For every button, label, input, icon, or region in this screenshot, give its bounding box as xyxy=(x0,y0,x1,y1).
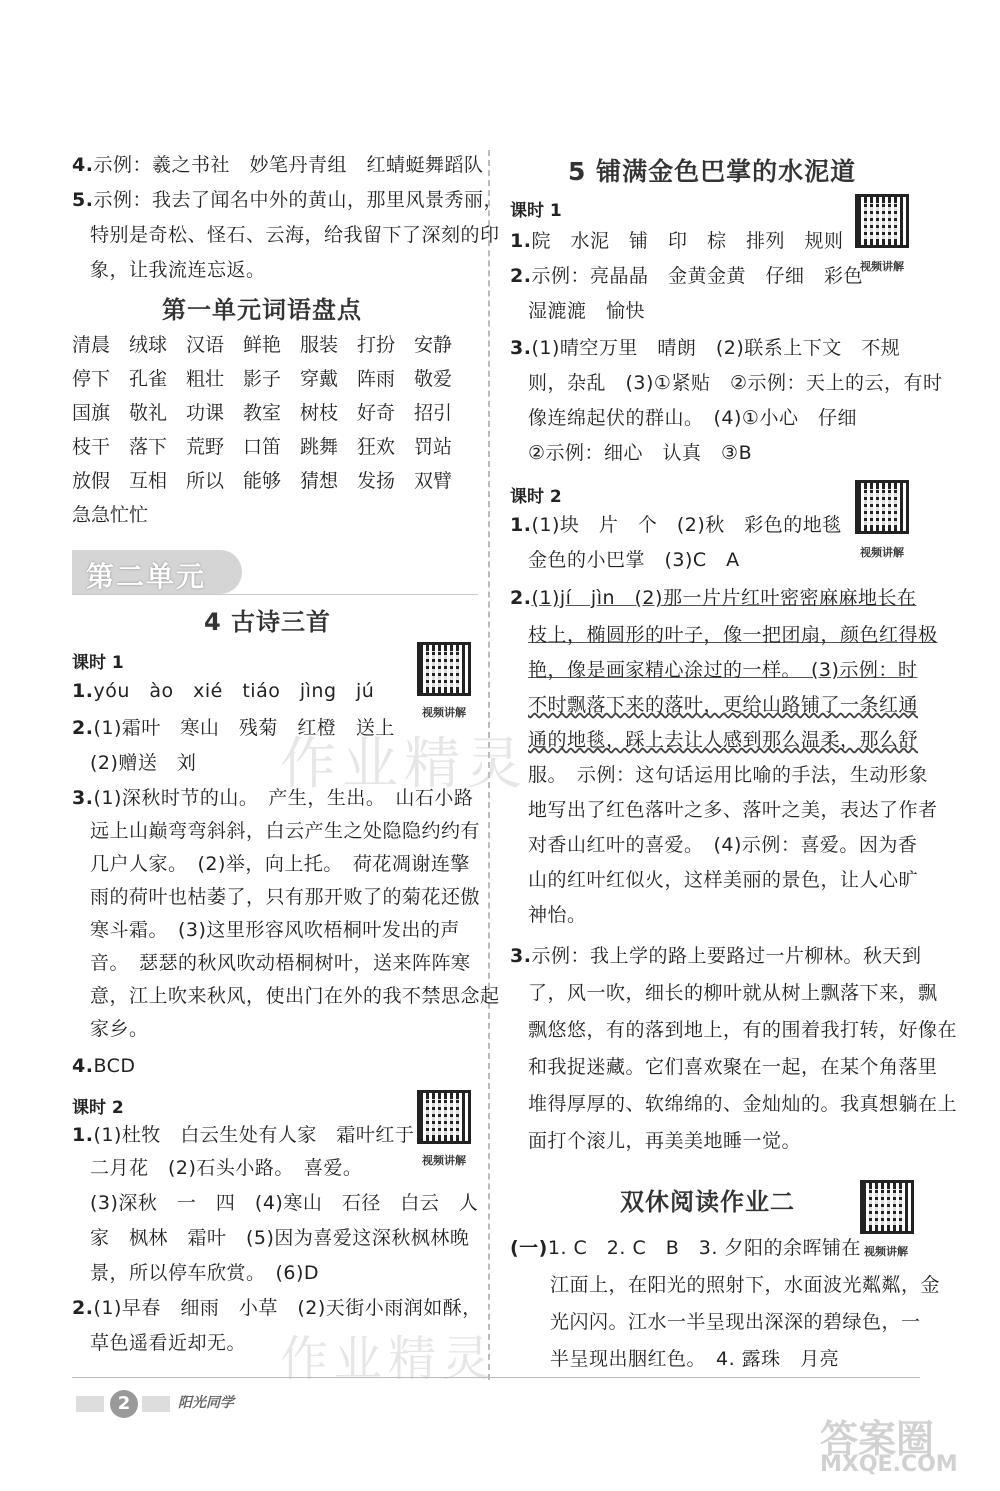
answer-line: 半呈现出胭红色。 4. 露珠 月亮 xyxy=(550,1348,840,1370)
vocab-word: 罚站 xyxy=(414,436,453,458)
answer-line: 音。 瑟瑟的秋风吹动梧桐树叶，送来阵阵寒 xyxy=(90,952,471,974)
answer-line: 3.(1)深秋时节的山。 产生，生出。 山石小路 xyxy=(72,787,474,809)
watermark-text: 作业精灵 xyxy=(280,732,528,797)
vocab-word: 穿戴 xyxy=(300,368,339,390)
vocab-row xyxy=(72,466,472,500)
vocab-row xyxy=(72,500,472,534)
vocab-title: 第一单元词语盘点 xyxy=(162,296,362,324)
answer-line: 4.示例：羲之书社 妙笔丹青组 红蜻蜓舞蹈队 xyxy=(72,154,484,176)
vocab-word: 口笛 xyxy=(243,436,282,458)
answer-line: 1.院 水泥 铺 印 棕 排列 规则 xyxy=(510,230,844,252)
vocab-row xyxy=(72,364,472,398)
vocab-word: 能够 xyxy=(243,470,282,492)
qr-code-icon[interactable] xyxy=(417,642,471,696)
reading-homework-title: 双休阅读作业二 xyxy=(620,1188,795,1216)
vocab-word: 好奇 xyxy=(357,402,396,424)
answer-line: 枝上，椭圆形的叶子，像一把团扇，颜色红得极 xyxy=(528,624,938,646)
answer-line: 特别是奇松、怪石、云海，给我留下了深刻的印 xyxy=(90,224,500,246)
vocab-word: 敬爱 xyxy=(414,368,453,390)
vocab-word: 绒球 xyxy=(129,334,168,356)
unit-2-banner-text: 第二单元 xyxy=(86,560,207,593)
answer-line: 5.示例：我去了闻名中外的黄山，那里风景秀丽， xyxy=(72,189,503,211)
vocab-word: 粗壮 xyxy=(186,368,225,390)
unit-2-rule xyxy=(72,594,478,595)
vocab-row xyxy=(72,432,472,466)
video-explain-label: 视频讲解 xyxy=(860,260,904,273)
vocab-word: 狂欢 xyxy=(357,436,396,458)
answer-line: 2.示例：亮晶晶 金黄金黄 仔细 彩色 xyxy=(510,265,863,287)
qr-code-icon[interactable] xyxy=(855,194,909,248)
answer-line: (2)赠送 刘 xyxy=(90,752,197,774)
answer-line: 寒斗霜。 (3)这里形容风吹梧桐叶发出的声 xyxy=(90,919,460,941)
vocab-word: 猜想 xyxy=(300,470,339,492)
lesson-5-title: 5 铺满金色巴掌的水泥道 xyxy=(568,157,857,186)
answer-line: 1.(1)杜牧 白云生处有人家 霜叶红于 xyxy=(72,1124,415,1146)
vocab-table xyxy=(72,330,472,534)
vocab-word: 落下 xyxy=(129,436,168,458)
vocab-word: 停下 xyxy=(72,368,111,390)
answer-line: 二月花 (2)石头小路。 喜爱。 xyxy=(90,1157,363,1179)
qr-code-icon[interactable] xyxy=(855,480,909,534)
vocab-word: 汉语 xyxy=(186,334,225,356)
answer-line: 3.(1)晴空万里 晴朗 (2)联系上下文 不规 xyxy=(510,337,901,359)
video-explain-label: 视频讲解 xyxy=(422,1154,466,1167)
answer-line: 和我捉迷藏。它们喜欢聚在一起，在某个角落里 xyxy=(528,1056,938,1078)
answer-line: 2.(1)jí jìn (2)那一片片红叶密密麻麻地长在 xyxy=(510,587,917,609)
video-explain-label: 视频讲解 xyxy=(864,1245,908,1258)
answer-line: 4.BCD xyxy=(72,1055,136,1077)
answer-line: 意，江上吹来秋风，使出门在外的我不禁思念起 xyxy=(90,985,500,1007)
answer-line: 通的地毯，踩上去让人感到那么温柔，那么舒 xyxy=(528,729,919,751)
page-number: 2 xyxy=(110,1390,138,1418)
answer-line: (3)深秋 一 四 (4)寒山 石径 白云 人 xyxy=(90,1192,479,1214)
answer-line: 对香山红叶的喜爱。 (4)示例：喜爱。因为香 xyxy=(528,834,918,856)
qr-code-icon[interactable] xyxy=(417,1090,471,1144)
vocab-word: 互相 xyxy=(129,470,168,492)
footer-decoration xyxy=(142,1396,170,1412)
vocab-word: 跳舞 xyxy=(300,436,339,458)
vocab-word: 影子 xyxy=(243,368,282,390)
answer-line: 艳，像是画家精心涂过的一样。 (3)示例：时 xyxy=(528,659,918,681)
vocab-word: 双臂 xyxy=(414,470,453,492)
answer-line: 远上山巅弯弯斜斜，白云产生之处隐隐约约有 xyxy=(90,820,481,842)
vocab-word: 打扮 xyxy=(357,334,396,356)
vocab-word: 树枝 xyxy=(300,402,339,424)
corner-watermark-url: MXQE.COM xyxy=(820,1452,958,1477)
vocab-word: 放假 xyxy=(72,470,111,492)
footer-rule xyxy=(72,1377,920,1378)
answer-line: 湿漉漉 愉快 xyxy=(528,300,646,322)
answer-line: 不时飘落下来的落叶，更给山路铺了一条红通 xyxy=(528,694,919,716)
keshi-1-label: 课时 1 xyxy=(510,201,562,221)
answer-line: 1.yóu ào xié tiáo jìng jú xyxy=(72,680,375,702)
answer-line: 1.(1)块 片 个 (2)秋 彩色的地毯 xyxy=(510,514,842,536)
vocab-word: 国旗 xyxy=(72,402,111,424)
video-explain-label: 视频讲解 xyxy=(422,706,466,719)
vocab-row xyxy=(72,330,472,364)
answer-line: 草色遥看近却无。 xyxy=(90,1332,247,1354)
answer-line: 家乡。 xyxy=(90,1018,149,1040)
vocab-word: 招引 xyxy=(414,402,453,424)
vocab-word: 教室 xyxy=(243,402,282,424)
keshi-2-label: 课时 2 xyxy=(72,1098,124,1118)
vocab-word: 鲜艳 xyxy=(243,334,282,356)
answer-line: 光闪闪。江水一半呈现出深深的碧绿色，一 xyxy=(550,1311,921,1333)
answer-line: 服。 示例：这句话运用比喻的手法，生动形象 xyxy=(528,764,929,786)
vocab-word: 功课 xyxy=(186,402,225,424)
watermark-text: 作业精灵 xyxy=(280,1331,497,1387)
answer-line: 3.示例：我上学的路上要路过一片柳林。秋天到 xyxy=(510,945,922,967)
vocab-word: 敬礼 xyxy=(129,402,168,424)
brand-logo: 阳光同学 xyxy=(178,1395,234,1411)
qr-code-icon[interactable] xyxy=(860,1180,914,1234)
keshi-1-label: 课时 1 xyxy=(72,653,124,673)
answer-line: 象，让我流连忘返。 xyxy=(90,259,266,281)
answer-line: 堆得厚厚的、软绵绵的、金灿灿的。我真想躺在上 xyxy=(528,1093,958,1115)
answer-line: 江面上，在阳光的照射下，水面波光粼粼，金 xyxy=(550,1274,941,1296)
answer-line: 2.(1)霜叶 寒山 残菊 红橙 送上 xyxy=(72,717,395,739)
answer-line: 家 枫林 霜叶 (5)因为喜爱这深秋枫林晚 xyxy=(90,1227,470,1249)
answer-line: 地写出了红色落叶之多、落叶之美，表达了作者 xyxy=(528,799,938,821)
answer-line: 了，风一吹，细长的柳叶就从树上飘落下来，飘 xyxy=(528,982,938,1004)
corner-watermark: 答案圈 xyxy=(820,1417,935,1461)
vocab-word: 服装 xyxy=(300,334,339,356)
answer-line: 景，所以停车欣赏。 (6)D xyxy=(90,1262,320,1284)
answer-line: 几户人家。 (2)举，向上托。 荷花凋谢连擎 xyxy=(90,853,470,875)
video-explain-label: 视频讲解 xyxy=(860,546,904,559)
answer-line: 山的红叶红似火，这样美丽的景色，让人心旷 xyxy=(528,869,919,891)
answer-line: 飘悠悠，有的落到地上，有的围着我打转，好像在 xyxy=(528,1019,958,1041)
vocab-word: 阵雨 xyxy=(357,368,396,390)
answer-line: 2.(1)早春 细雨 小草 (2)天街小雨润如酥， xyxy=(72,1297,482,1319)
answer-line: ②示例：细心 认真 ③B xyxy=(528,442,753,464)
vocab-word: 发扬 xyxy=(357,470,396,492)
answer-line: 雨的荷叶也枯萎了，只有那开败了的菊花还傲 xyxy=(90,886,481,908)
unit-2-banner xyxy=(72,550,242,594)
answer-line: 像连绵起伏的群山。 (4)①小心 仔细 xyxy=(528,407,857,429)
vocab-word: 荒野 xyxy=(186,436,225,458)
answer-line: (一)1. C 2. C B 3. 夕阳的余晖铺在 xyxy=(510,1237,861,1259)
answer-line: 神怡。 xyxy=(528,904,587,926)
answer-line: 金色的小巴掌 (3)C A xyxy=(528,549,740,571)
keshi-2-label: 课时 2 xyxy=(510,487,562,507)
vocab-row xyxy=(72,398,472,432)
vocab-word: 孔雀 xyxy=(129,368,168,390)
vocab-word: 急急忙忙 xyxy=(72,504,149,526)
vocab-word: 安静 xyxy=(414,334,453,356)
vocab-word: 枝干 xyxy=(72,436,111,458)
footer-decoration xyxy=(76,1396,104,1412)
vocab-word: 所以 xyxy=(186,470,225,492)
lesson-4-title: 4 古诗三首 xyxy=(204,608,332,636)
answer-line: 则，杂乱 (3)①紧贴 ②示例：天上的云，有时 xyxy=(528,372,943,394)
vocab-word: 清晨 xyxy=(72,334,111,356)
answer-line: 面打个滚儿，再美美地睡一觉。 xyxy=(528,1130,802,1152)
